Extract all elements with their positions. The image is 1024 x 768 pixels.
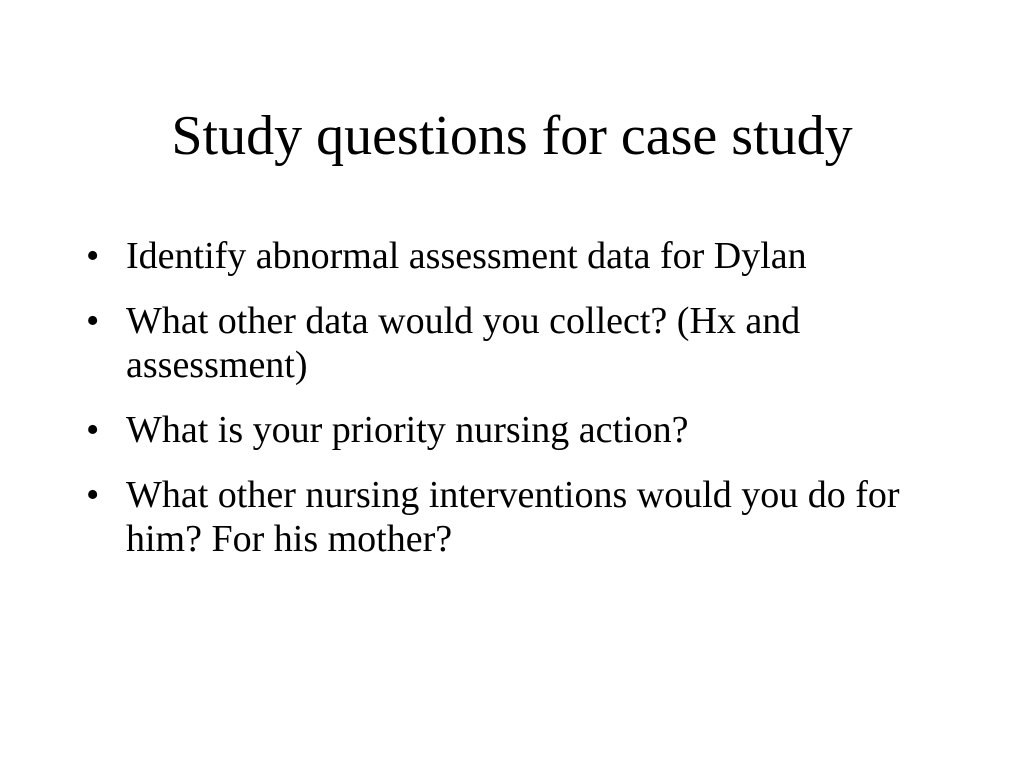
bullet-icon: • bbox=[86, 235, 100, 277]
bullet-icon: • bbox=[86, 300, 100, 342]
bullet-item bbox=[86, 408, 956, 452]
bullet-item bbox=[86, 299, 956, 387]
bullet-text: What other data would you collect? (Hx and assessment) bbox=[126, 300, 801, 386]
bullet-item bbox=[86, 473, 956, 561]
bullet-list bbox=[86, 234, 956, 582]
bullet-item bbox=[86, 234, 956, 278]
bullet-text: What other nursing interventions would you do for him? For his mother? bbox=[126, 474, 900, 560]
bullet-text: What is your priority nursing action? bbox=[126, 409, 689, 451]
slide-title: Study questions for case study bbox=[171, 105, 853, 167]
bullet-icon: • bbox=[86, 409, 100, 451]
bullet-icon: • bbox=[86, 474, 100, 516]
bullet-text: Identify abnormal assessment data for Dylan bbox=[126, 235, 807, 277]
